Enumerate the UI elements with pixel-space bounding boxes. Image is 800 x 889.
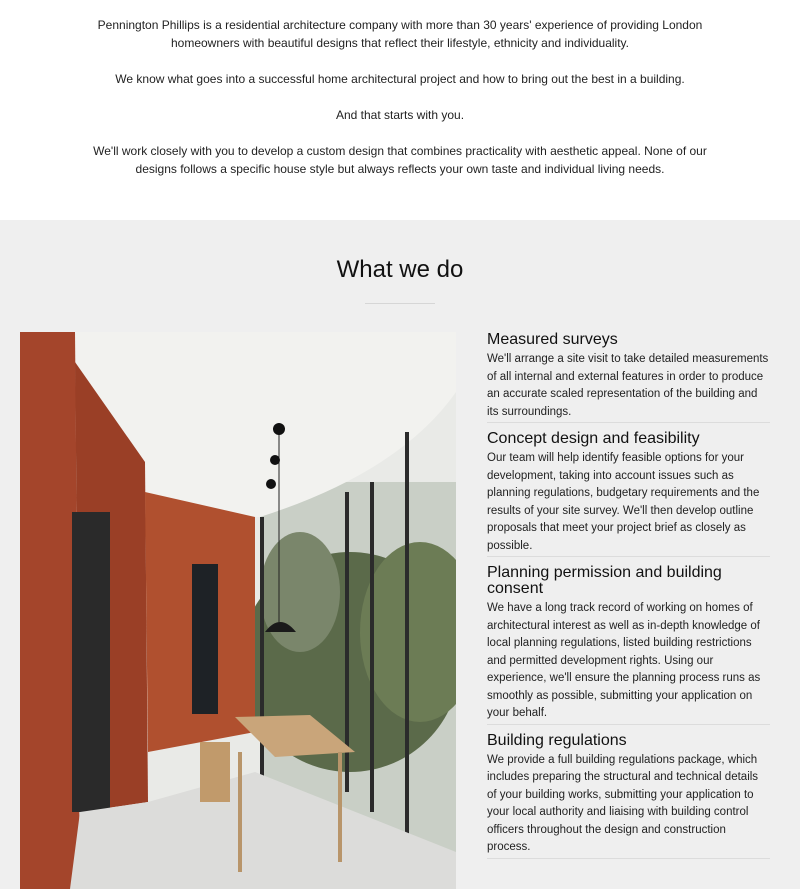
intro-section xyxy=(0,0,800,220)
service-description: We provide a full building regulations package, which includes preparing the structural and technical details of your building works, submitting your application to your local authority and liaising with building control officers throughout the design and construction process. xyxy=(487,753,759,853)
service-item xyxy=(487,429,770,557)
service-description: We have a long track record of working on homes of architectural interest as well as in-depth knowledge of local planning regulations, listed building restrictions and permitted development rights. Using our experience, we'll ensure the planning process runs as smoothly as possible, submitting your application on your behalf. xyxy=(487,602,761,719)
service-item xyxy=(487,330,770,423)
intro-paragraph: We know what goes into a successful home architectural project and how to bring out the best in a building. xyxy=(115,72,685,86)
service-title: Concept design and feasibility xyxy=(487,430,700,447)
service-item xyxy=(487,563,770,725)
intro-paragraph: We'll work closely with you to develop a custom design that combines practicality with aesthetic appeal. None of our designs follows a specific house style but always reflects your own taste and individual living needs. xyxy=(93,144,707,176)
intro-paragraph: And that starts with you. xyxy=(335,108,465,122)
interior-photo xyxy=(20,332,456,889)
service-title: Measured surveys xyxy=(487,331,618,348)
title-divider xyxy=(365,303,435,304)
service-description: We'll arrange a site visit to take detailed measurements of all internal and external features in order to produce an accurate scaled representation of the building and its surroundings. xyxy=(487,353,769,418)
services-list xyxy=(487,330,770,865)
service-item xyxy=(487,731,770,859)
intro-paragraph: Pennington Phillips is a residential architecture company with more than 30 years' experience of providing London homeowners with beautiful designs that reflect their lifestyle, ethnicity and individuality. xyxy=(97,18,703,50)
service-title: Planning permission and building consent xyxy=(487,564,722,597)
section-title: What we do xyxy=(336,256,464,283)
what-we-do-section xyxy=(0,220,800,889)
service-title: Building regulations xyxy=(487,731,627,749)
service-description: Our team will help identify feasible options for your development, taking into account issues such as planning regulations, budgetary requirements and the results of your site survey. We'll then develop outline proposals that meet your project brief as closely as possible. xyxy=(487,452,760,552)
